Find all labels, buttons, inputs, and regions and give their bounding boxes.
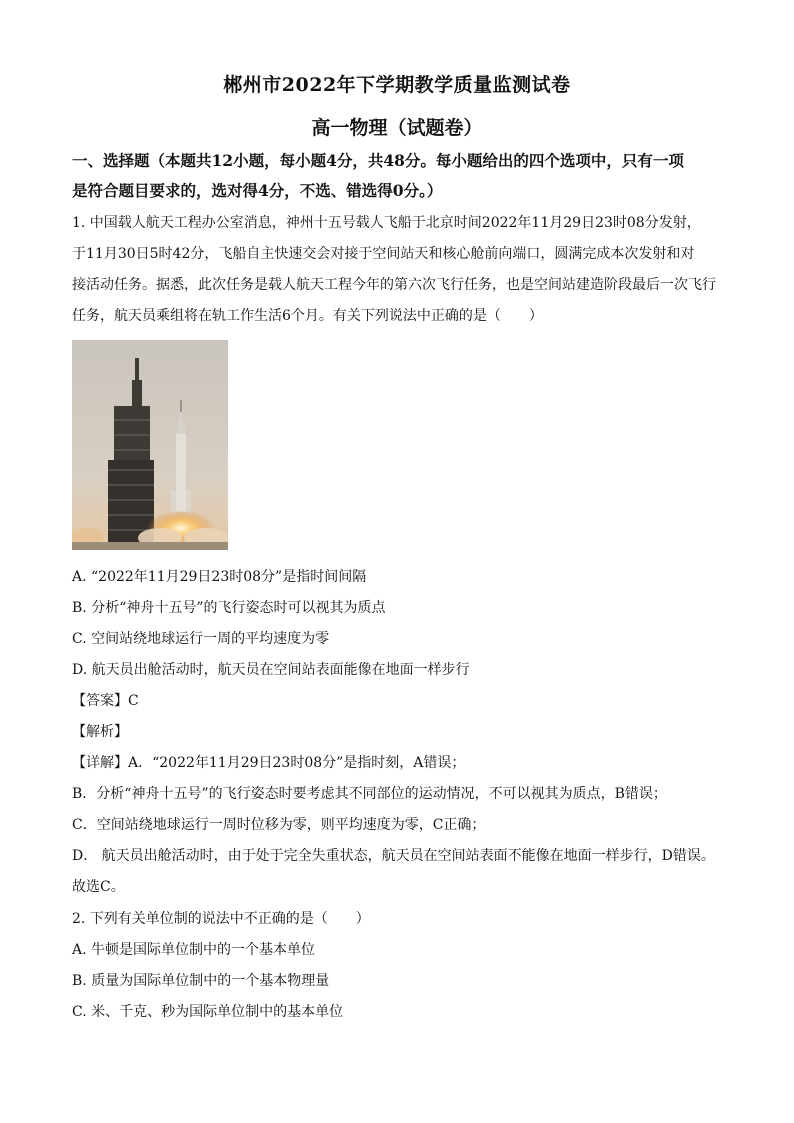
- q1-option-b: B. 分析“神舟十五号”的飞行姿态时可以视其为质点: [72, 600, 386, 616]
- rocket-launch-photo: [72, 340, 228, 550]
- q2-option-b: B. 质量为国际单位制中的一个基本物理量: [72, 973, 330, 989]
- q1-option-c: C. 空间站绕地球运行一周的平均速度为零: [72, 631, 330, 647]
- q2-stem: 2. 下列有关单位制的说法中不正确的是（ ）: [72, 911, 370, 927]
- q1-analysis-line-4: D． 航天员出舱活动时，由于处于完全失重状态，航天员在空间站表面不能像在地面一样步行，D错误。: [72, 848, 715, 864]
- q1-analysis-label: 【解析】: [72, 724, 128, 740]
- q1-analysis-line-3: C．空间站绕地球运行一周时位移为零，则平均速度为零，C正确；: [72, 817, 486, 833]
- q1-stem-line-1: 1. 中国载人航天工程办公室消息，神州十五号载人飞船于北京时间2022年11月29日23时08分发射，: [72, 215, 701, 231]
- q1-option-a: A. “2022年11月29日23时08分”是指时间间隔: [72, 569, 367, 585]
- section-heading-line-2: 是符合题目要求的，选对得4分，不选、错选得0分。）: [72, 181, 443, 200]
- q1-stem-line-3: 接活动任务。据悉，此次任务是载人航天工程今年的第六次飞行任务，也是空间站建造阶段最后一次飞行: [72, 277, 716, 293]
- exam-subtitle: 高一物理（试题卷）: [311, 117, 483, 139]
- q1-analysis-conclusion: 故选C。: [72, 879, 125, 895]
- section-heading-line-1: 一、选择题（本题共12小题，每小题4分，共48分。每小题给出的四个选项中，只有一项: [72, 151, 684, 170]
- q1-analysis-line-1: 【详解】A．“2022年11月29日23时08分”是指时刻，A错误；: [72, 755, 466, 771]
- q2-option-a: A. 牛顿是国际单位制中的一个基本单位: [72, 942, 316, 958]
- exam-title: 郴州市2022年下学期教学质量监测试卷: [223, 74, 571, 96]
- q1-answer: 【答案】C: [72, 693, 139, 709]
- q1-option-d: D. 航天员出舱活动时，航天员在空间站表面能像在地面一样步行: [72, 662, 470, 678]
- q1-stem-line-2: 于11月30日5时42分，飞船自主快速交会对接于空间站天和核心舱前向端口，圆满完成本次发射和对: [72, 246, 695, 262]
- q1-analysis-line-2: B．分析“神舟十五号”的飞行姿态时要考虑其不同部位的运动情况，不可以视其为质点，B错误；: [72, 786, 667, 802]
- q1-stem-line-4: 任务，航天员乘组将在轨工作生活6个月。有关下列说法中正确的是（ ）: [72, 308, 543, 324]
- q2-option-c: C. 米、千克、秒为国际单位制中的基本单位: [72, 1004, 344, 1020]
